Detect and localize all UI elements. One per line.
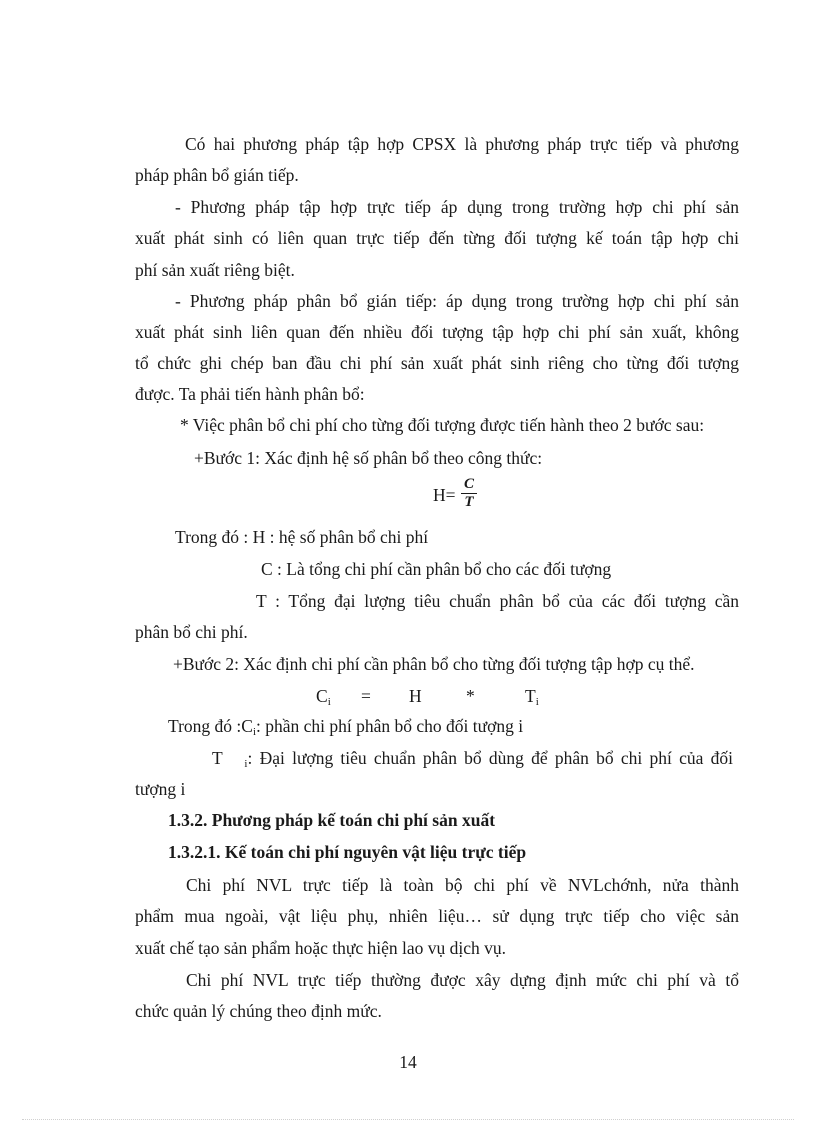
formula-2-ci [316,684,331,714]
formula-2-times: * [466,686,475,706]
where-2-ti-text: : Đại lượng tiêu chuẩn phân bổ dùng để phân bổ chi phí của đối [247,748,734,768]
formula-2-ci-letter: C [316,686,328,706]
allocation-intro: * Việc phân bổ chi phí cho từng đối tượng được tiến hành theo 2 bước sau: [180,415,705,435]
paragraph-5-line-1: Chi phí NVL trực tiếp thường được xây dựng định mức chi phí và tổ [186,970,739,990]
heading-1-3-2-1: 1.3.2.1. Kế toán chi phí nguyên vật liệu trực tiếp [168,842,527,862]
step-1: +Bước 1: Xác định hệ số phân bổ theo công thức: [194,448,543,468]
where-2-ti-sub: i [244,758,248,770]
formula-2-ti-sub: i [535,696,539,708]
step-2: +Bước 2: Xác định chi phí cần phân bổ cho từng đối tượng tập hợp cụ thể. [173,654,695,674]
formula-2-equals: = [361,686,371,706]
paragraph-4-line-3: xuất chế tạo sản phẩm hoặc thực hiện lao vụ dịch vụ. [135,938,507,958]
paragraph-4-line-2: phẩm mua ngoài, vật liệu phụ, nhiên liệu… sử dụng trực tiếp cho việc sản [135,906,739,926]
where-2-ti-cont: tượng i [135,779,186,799]
formula-1-fraction [461,476,477,511]
formula-2-ti [525,684,539,714]
paragraph-2-line-1: - Phương pháp tập hợp trực tiếp áp dụng trong trường hợp chi phí sản [175,197,739,217]
paragraph-2-line-2: xuất phát sinh có liên quan trực tiếp đến từng đối tượng kế toán tập hợp chi [135,228,739,248]
where-1-t: T : Tổng đại lượng tiêu chuẩn phân bổ của các đối tượng cần [256,591,739,611]
where-1-c: C : Là tổng chi phí cần phân bổ cho các đối tượng [261,559,612,579]
formula-1-numerator: C [461,476,477,494]
formula-2-ci-sub: i [327,696,331,708]
paragraph-3-line-4: được. Ta phải tiến hành phân bổ: [135,384,365,404]
where-1-t-cont: phân bổ chi phí. [135,622,248,642]
paragraph-2-line-3: phí sản xuất riêng biệt. [135,260,295,280]
paragraph-3-line-2: xuất phát sinh liên quan đến nhiều đối tượng tập hợp chi phí sản xuất, không [135,322,739,342]
where-2-ci-text: : phần chi phí phân bổ cho đối tượng i [256,716,524,736]
paragraph-3-line-3: tổ chức ghi chép ban đầu chi phí sản xuất phát sinh riêng cho từng đối tượng [135,353,739,373]
where-2-ci-prefix: Trong đó :C [168,716,253,736]
where-2-ti [212,746,733,776]
page-number: 14 [399,1052,417,1072]
paragraph-1-line-2: pháp phân bổ gián tiếp. [135,165,299,185]
heading-1-3-2: 1.3.2. Phương pháp kế toán chi phí sản xuất [168,810,496,830]
paragraph-4-line-1: Chi phí NVL trực tiếp là toàn bộ chi phí về NVLchớnh, nửa thành [186,875,739,895]
where-2-ci-sub: i [252,726,256,738]
formula-2-h: H [409,686,422,706]
paragraph-3-line-1: - Phương pháp phân bổ gián tiếp: áp dụng trong trường hợp chi phí sản [175,291,739,311]
formula-1-lhs: H= [433,485,456,505]
where-2-ci [168,714,523,744]
footer-divider [22,1119,794,1120]
formula-2-ti-letter: T [525,686,536,706]
formula-1-denominator: T [464,494,474,510]
where-2-ti-prefix: T [212,748,223,768]
where-1-h: Trong đó : H : hệ số phân bổ chi phí [175,527,429,547]
paragraph-5-line-2: chức quản lý chúng theo định mức. [135,1001,382,1021]
paragraph-1-line-1: Có hai phương pháp tập hợp CPSX là phương pháp trực tiếp và phương [185,134,739,154]
